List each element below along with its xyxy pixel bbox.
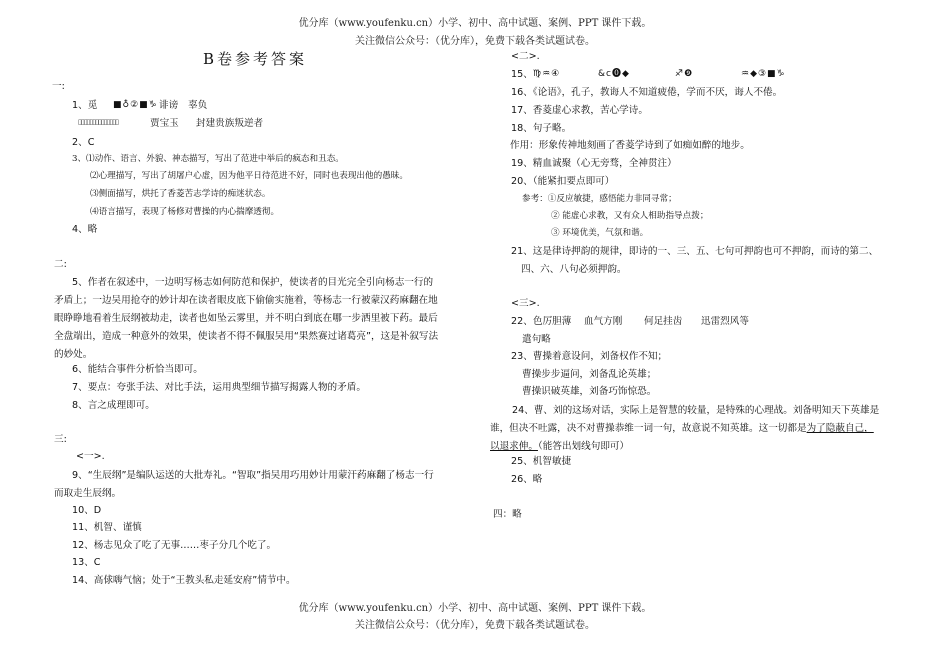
answer-23-c: 曹操识破英雄，刘备巧饰惊恐。 xyxy=(522,386,657,397)
answer-23: 23、曹操着意设问，刘备权作不知； xyxy=(511,351,668,362)
answer-23-b: 曹操步步逼问，刘备乱论英雄； xyxy=(522,369,657,380)
header-line-2: 关注微信公众号：（优分库），免费下载各类试题试卷。 xyxy=(355,36,595,47)
answer-1-line-2-b: 封建贵族叛逆者 xyxy=(196,118,264,129)
answer-6: 6、能结合事件分析恰当即可。 xyxy=(72,364,203,375)
answer-15-a: ♍♒④ xyxy=(533,69,561,79)
answer-26: 26、略 xyxy=(511,474,543,485)
answer-3-4: ⑷语言描写，表现了杨修对曹操的内心揣摩透彻。 xyxy=(90,207,280,217)
answer-20-reference: 参考：①反应敏捷，感悟能力非同寻常； xyxy=(522,194,677,204)
answer-24-note: （能答出划线句即可） xyxy=(537,441,630,452)
answer-1-word-2: 辜负 xyxy=(188,100,208,111)
answer-15-b: &c⓿◆ xyxy=(598,69,630,79)
answer-4: 4、略 xyxy=(72,224,98,235)
answer-22-e: 遣句略 xyxy=(522,334,551,345)
answer-15-d: ♒◆③■♑ xyxy=(741,69,786,79)
answer-1-prefix: 1、觅 xyxy=(72,100,98,111)
page-title: B卷参考答案 xyxy=(203,50,308,68)
section-one-label: 一: xyxy=(52,81,65,92)
answer-18: 18、句子略。 xyxy=(511,123,572,134)
answer-16: 16、《论语》，孔子，教诲人不知道疲倦，学而不厌，诲人不倦。 xyxy=(511,87,783,98)
answer-5: 5、作者在叙述中，一边明写杨志如何防范和保护，使读者的目光完全引向杨志一行的矛盾上；一边吴用抢夺的妙计却在读者眼皮底下偷偷实施着，等杨志一行被蒙汉药麻翻在地眼睁睁地看着生辰纲被劫走，读者也如坠云雾里，并不明白到底在哪一步洒里被下药。最后全盘端出，造成一种意外的效果，使读者不得不佩服吴用“果然赛过诸葛亮”，这是补叙写法的妙处。 xyxy=(54,277,439,360)
answer-15-c: ♐❾ xyxy=(675,69,694,79)
subsection-two-label: <二>. xyxy=(511,51,540,62)
section-two-label: 二: xyxy=(54,259,67,270)
answer-7: 7、要点：夸张手法、对比手法，运用典型细节描写揭露人物的矛盾。 xyxy=(72,382,366,393)
answer-20-2: ② 能虚心求教，又有众人相助指导点拨； xyxy=(551,211,709,221)
answer-14: 14、高俅嗨气恼；处于“王教头私走延安府”情节中。 xyxy=(72,575,296,586)
answer-1-symbols: ■♁②■♑ xyxy=(113,100,158,110)
answer-3-2: ⑵心理描写，写出了胡屠户心虚，因为他平日待范进不好，同时也表现出他的愚昧。 xyxy=(90,171,408,181)
answer-21: 21、这是律诗押韵的规律，即诗的一、三、五、七句可押韵也可不押韵，而诗的第二、 xyxy=(511,246,879,257)
answer-3-3: ⑶侧面描写，烘托了香菱苦志学诗的痴迷状态。 xyxy=(90,189,271,199)
answer-22-b: 血气方刚 xyxy=(584,316,623,327)
answer-2: 2、C xyxy=(72,137,95,148)
answer-20-3: ③ 环境优美，气氛和谐。 xyxy=(551,228,649,238)
answer-13: 13、C xyxy=(72,557,101,568)
answer-20: 20、（能紧扣要点即可） xyxy=(511,176,615,187)
answer-25: 25、机智敏捷 xyxy=(511,456,572,467)
answer-1-word-1: 诽谤 xyxy=(159,100,179,111)
header-line-1: 优分库（www.youfenku.cn）小学、初中、高中试题、案例、PPT 课件下载。 xyxy=(298,18,652,29)
answer-1-line-2-a: 贾宝玉 xyxy=(150,118,179,129)
footer-line-2: 关注微信公众号：（优分库），免费下载各类试题试卷。 xyxy=(355,620,595,631)
answer-15-prefix: 15、 xyxy=(511,69,533,80)
answer-11: 11、机智、谨慎 xyxy=(72,522,142,533)
answer-22-d: 迅雷烈风等 xyxy=(701,316,749,327)
section-three-label: 三: xyxy=(54,434,67,445)
answer-24 xyxy=(490,402,882,456)
section-four-label: 四：略 xyxy=(493,509,522,520)
answer-1-line-2-symbols: ▯▯▯▯▯▯▯▯▯▯▯▯▯▯ xyxy=(78,118,118,126)
answer-24-main: 24、曹、刘的这场对话，实际上是智慧的较量，是特殊的心理战。刘备明知天下英雄是谁，但决不吐露，决不对曹操恭维一词一句，故意说不知英雄。这一切都是 xyxy=(490,405,880,434)
answer-19: 19、精血诚聚（心无旁骛，全神贯注） xyxy=(511,158,677,169)
subsection-one-label: <一>. xyxy=(76,451,105,462)
answer-18-effect: 作用：形象传神地刻画了香菱学诗到了如痴如醉的地步。 xyxy=(510,140,750,151)
answer-9: 9、“生辰纲”是编队运送的大批寿礼。“智取”指吴用巧用妙计用蒙汗药麻翻了杨志一行而取走生辰纲。 xyxy=(54,470,434,499)
footer-line-1: 优分库（www.youfenku.cn）小学、初中、高中试题、案例、PPT 课件下载。 xyxy=(298,603,652,614)
answer-22-prefix: 22、 xyxy=(511,316,533,327)
answer-17: 17、香菱虚心求教，苦心学诗。 xyxy=(511,105,648,116)
answer-21-cont: 四、六、八句必须押韵。 xyxy=(521,264,627,275)
answer-3-1: 3、⑴动作、语言、外貌、神态描写，写出了范进中举后的疯态和丑态。 xyxy=(72,154,344,164)
answer-24-underlined: 为了隐蔽自己，以退求伸。 xyxy=(490,423,874,452)
answer-8: 8、言之成理即可。 xyxy=(72,400,155,411)
subsection-three-label: <三>. xyxy=(511,298,540,309)
answer-12: 12、杨志见众了吃了无事……枣子分几个吃了。 xyxy=(72,540,277,551)
answer-22-c: 何足挂齿 xyxy=(644,316,683,327)
answer-10: 10、D xyxy=(72,505,102,516)
answer-22-a: 色厉胆薄 xyxy=(533,316,572,327)
